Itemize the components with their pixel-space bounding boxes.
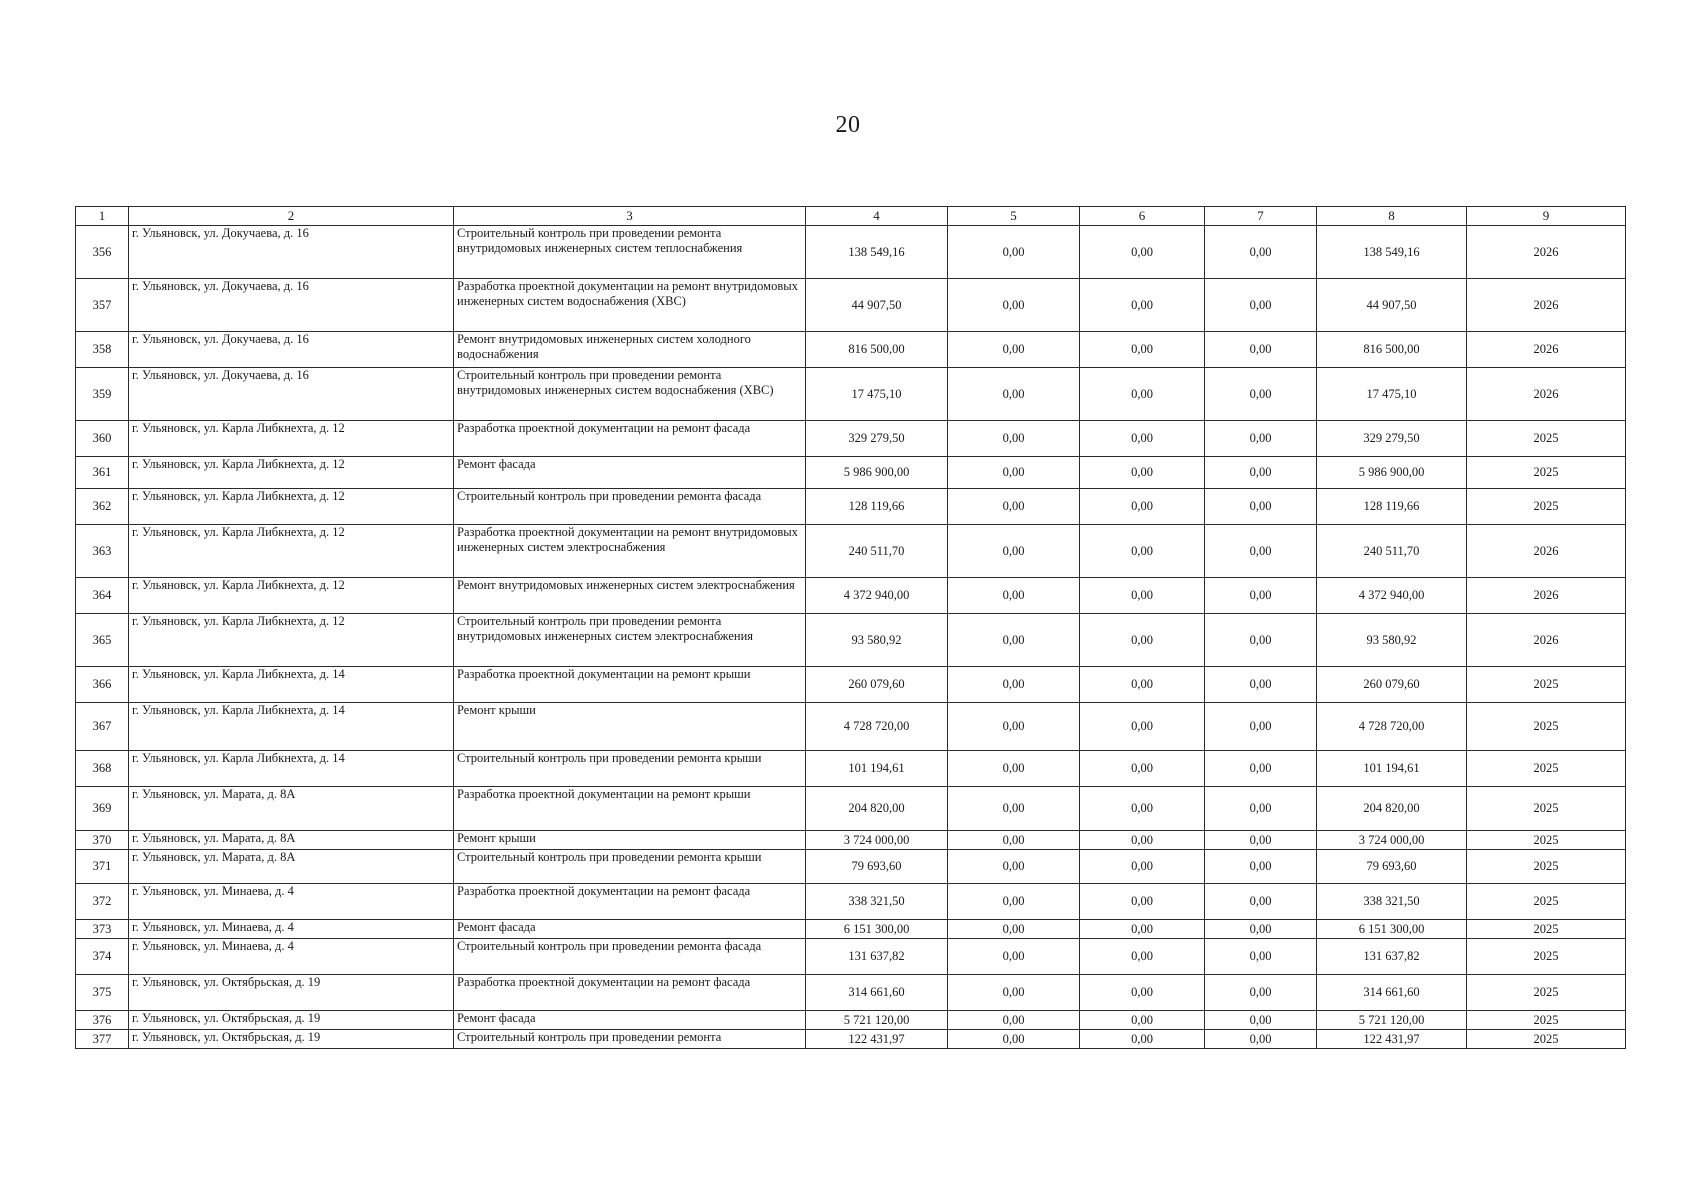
value-col-8: 44 907,50 [1317, 279, 1467, 332]
row-number: 363 [76, 525, 129, 578]
value-col-6: 0,00 [1080, 787, 1205, 831]
value-col-7: 0,00 [1205, 1011, 1317, 1030]
value-col-5: 0,00 [948, 525, 1080, 578]
value-col-6: 0,00 [1080, 751, 1205, 787]
work-type-cell: Разработка проектной документации на ремонт крыши [454, 667, 806, 703]
row-number: 364 [76, 578, 129, 614]
value-col-8: 6 151 300,00 [1317, 920, 1467, 939]
value-col-7: 0,00 [1205, 850, 1317, 884]
value-col-7: 0,00 [1205, 787, 1317, 831]
value-col-4: 240 511,70 [806, 525, 948, 578]
header-col-5: 5 [948, 207, 1080, 226]
value-col-7: 0,00 [1205, 332, 1317, 368]
value-col-4: 338 321,50 [806, 884, 948, 920]
table-row [76, 787, 1626, 831]
work-type-cell: Разработка проектной документации на ремонт крыши [454, 787, 806, 831]
value-col-5: 0,00 [948, 1030, 1080, 1049]
value-col-7: 0,00 [1205, 975, 1317, 1011]
value-col-4: 260 079,60 [806, 667, 948, 703]
row-number: 356 [76, 226, 129, 279]
year-cell: 2025 [1467, 751, 1626, 787]
year-cell: 2025 [1467, 850, 1626, 884]
row-number: 375 [76, 975, 129, 1011]
value-col-7: 0,00 [1205, 614, 1317, 667]
address-cell: г. Ульяновск, ул. Карла Либкнехта, д. 12 [129, 457, 454, 489]
value-col-8: 5 721 120,00 [1317, 1011, 1467, 1030]
address-cell: г. Ульяновск, ул. Карла Либкнехта, д. 12 [129, 614, 454, 667]
address-cell: г. Ульяновск, ул. Карла Либкнехта, д. 12 [129, 489, 454, 525]
value-col-8: 138 549,16 [1317, 226, 1467, 279]
value-col-7: 0,00 [1205, 884, 1317, 920]
value-col-7: 0,00 [1205, 939, 1317, 975]
value-col-6: 0,00 [1080, 703, 1205, 751]
value-col-5: 0,00 [948, 421, 1080, 457]
year-cell: 2026 [1467, 368, 1626, 421]
value-col-6: 0,00 [1080, 920, 1205, 939]
value-col-4: 44 907,50 [806, 279, 948, 332]
header-col-4: 4 [806, 207, 948, 226]
value-col-5: 0,00 [948, 1011, 1080, 1030]
value-col-5: 0,00 [948, 751, 1080, 787]
value-col-5: 0,00 [948, 667, 1080, 703]
year-cell: 2025 [1467, 457, 1626, 489]
year-cell: 2025 [1467, 421, 1626, 457]
row-number: 376 [76, 1011, 129, 1030]
row-number: 377 [76, 1030, 129, 1049]
work-type-cell: Разработка проектной документации на ремонт внутридомовых инженерных систем водоснабжения (ХВС) [454, 279, 806, 332]
work-type-cell: Разработка проектной документации на ремонт фасада [454, 421, 806, 457]
year-cell: 2026 [1467, 226, 1626, 279]
value-col-5: 0,00 [948, 489, 1080, 525]
value-col-6: 0,00 [1080, 1011, 1205, 1030]
value-col-8: 122 431,97 [1317, 1030, 1467, 1049]
value-col-8: 17 475,10 [1317, 368, 1467, 421]
value-col-8: 4 372 940,00 [1317, 578, 1467, 614]
work-type-cell: Разработка проектной документации на ремонт внутридомовых инженерных систем электроснабжения [454, 525, 806, 578]
value-col-6: 0,00 [1080, 1030, 1205, 1049]
value-col-4: 17 475,10 [806, 368, 948, 421]
value-col-8: 79 693,60 [1317, 850, 1467, 884]
value-col-6: 0,00 [1080, 884, 1205, 920]
value-col-5: 0,00 [948, 614, 1080, 667]
value-col-4: 93 580,92 [806, 614, 948, 667]
value-col-5: 0,00 [948, 939, 1080, 975]
works-table-container [75, 206, 1625, 1049]
value-col-8: 260 079,60 [1317, 667, 1467, 703]
work-type-cell: Ремонт фасада [454, 1011, 806, 1030]
value-col-4: 3 724 000,00 [806, 831, 948, 850]
value-col-4: 79 693,60 [806, 850, 948, 884]
row-number: 371 [76, 850, 129, 884]
table-row [76, 920, 1626, 939]
table-row [76, 368, 1626, 421]
address-cell: г. Ульяновск, ул. Карла Либкнехта, д. 12 [129, 421, 454, 457]
address-cell: г. Ульяновск, ул. Докучаева, д. 16 [129, 279, 454, 332]
value-col-7: 0,00 [1205, 421, 1317, 457]
value-col-7: 0,00 [1205, 525, 1317, 578]
year-cell: 2026 [1467, 525, 1626, 578]
table-row [76, 614, 1626, 667]
work-type-cell: Строительный контроль при проведении ремонта фасада [454, 939, 806, 975]
work-type-cell: Ремонт крыши [454, 831, 806, 850]
value-col-6: 0,00 [1080, 831, 1205, 850]
value-col-7: 0,00 [1205, 703, 1317, 751]
value-col-5: 0,00 [948, 703, 1080, 751]
value-col-5: 0,00 [948, 368, 1080, 421]
year-cell: 2026 [1467, 332, 1626, 368]
page-number: 20 [835, 112, 861, 138]
address-cell: г. Ульяновск, ул. Карла Либкнехта, д. 12 [129, 578, 454, 614]
value-col-8: 5 986 900,00 [1317, 457, 1467, 489]
value-col-5: 0,00 [948, 831, 1080, 850]
year-cell: 2025 [1467, 920, 1626, 939]
table-row [76, 1030, 1626, 1049]
address-cell: г. Ульяновск, ул. Октябрьская, д. 19 [129, 1030, 454, 1049]
value-col-5: 0,00 [948, 226, 1080, 279]
value-col-4: 138 549,16 [806, 226, 948, 279]
value-col-6: 0,00 [1080, 850, 1205, 884]
value-col-6: 0,00 [1080, 226, 1205, 279]
table-row [76, 751, 1626, 787]
row-number: 357 [76, 279, 129, 332]
row-number: 374 [76, 939, 129, 975]
value-col-7: 0,00 [1205, 578, 1317, 614]
value-col-7: 0,00 [1205, 457, 1317, 489]
header-col-3: 3 [454, 207, 806, 226]
value-col-6: 0,00 [1080, 421, 1205, 457]
table-row [76, 975, 1626, 1011]
row-number: 366 [76, 667, 129, 703]
work-type-cell: Ремонт внутридомовых инженерных систем холодного водоснабжения [454, 332, 806, 368]
year-cell: 2025 [1467, 1011, 1626, 1030]
value-col-7: 0,00 [1205, 279, 1317, 332]
value-col-5: 0,00 [948, 457, 1080, 489]
value-col-4: 5 721 120,00 [806, 1011, 948, 1030]
value-col-5: 0,00 [948, 920, 1080, 939]
work-type-cell: Разработка проектной документации на ремонт фасада [454, 884, 806, 920]
table-row [76, 226, 1626, 279]
value-col-6: 0,00 [1080, 368, 1205, 421]
address-cell: г. Ульяновск, ул. Марата, д. 8А [129, 831, 454, 850]
value-col-4: 6 151 300,00 [806, 920, 948, 939]
address-cell: г. Ульяновск, ул. Карла Либкнехта, д. 14 [129, 703, 454, 751]
work-type-cell: Строительный контроль при проведении ремонта фасада [454, 489, 806, 525]
table-row [76, 831, 1626, 850]
work-type-cell: Строительный контроль при проведении ремонта внутридомовых инженерных систем теплоснабжения [454, 226, 806, 279]
value-col-4: 816 500,00 [806, 332, 948, 368]
work-type-cell: Строительный контроль при проведении ремонта крыши [454, 850, 806, 884]
work-type-cell: Строительный контроль при проведении ремонта крыши [454, 751, 806, 787]
value-col-5: 0,00 [948, 279, 1080, 332]
value-col-4: 128 119,66 [806, 489, 948, 525]
value-col-5: 0,00 [948, 884, 1080, 920]
year-cell: 2025 [1467, 667, 1626, 703]
value-col-6: 0,00 [1080, 667, 1205, 703]
value-col-8: 329 279,50 [1317, 421, 1467, 457]
value-col-4: 204 820,00 [806, 787, 948, 831]
table-row [76, 1011, 1626, 1030]
value-col-8: 93 580,92 [1317, 614, 1467, 667]
row-number: 367 [76, 703, 129, 751]
row-number: 365 [76, 614, 129, 667]
work-type-cell: Ремонт внутридомовых инженерных систем электроснабжения [454, 578, 806, 614]
header-col-2: 2 [129, 207, 454, 226]
row-number: 373 [76, 920, 129, 939]
work-type-cell: Строительный контроль при проведении ремонта внутридомовых инженерных систем электроснабжения [454, 614, 806, 667]
value-col-8: 204 820,00 [1317, 787, 1467, 831]
value-col-8: 128 119,66 [1317, 489, 1467, 525]
value-col-8: 240 511,70 [1317, 525, 1467, 578]
year-cell: 2025 [1467, 787, 1626, 831]
value-col-4: 122 431,97 [806, 1030, 948, 1049]
year-cell: 2026 [1467, 578, 1626, 614]
value-col-7: 0,00 [1205, 667, 1317, 703]
header-col-8: 8 [1317, 207, 1467, 226]
year-cell: 2025 [1467, 831, 1626, 850]
value-col-4: 4 728 720,00 [806, 703, 948, 751]
address-cell: г. Ульяновск, ул. Минаева, д. 4 [129, 920, 454, 939]
table-row [76, 703, 1626, 751]
table-row [76, 884, 1626, 920]
address-cell: г. Ульяновск, ул. Карла Либкнехта, д. 12 [129, 525, 454, 578]
value-col-6: 0,00 [1080, 332, 1205, 368]
table-row [76, 939, 1626, 975]
address-cell: г. Ульяновск, ул. Марата, д. 8А [129, 850, 454, 884]
value-col-8: 314 661,60 [1317, 975, 1467, 1011]
address-cell: г. Ульяновск, ул. Карла Либкнехта, д. 14 [129, 667, 454, 703]
year-cell: 2025 [1467, 1030, 1626, 1049]
address-cell: г. Ульяновск, ул. Докучаева, д. 16 [129, 368, 454, 421]
value-col-5: 0,00 [948, 578, 1080, 614]
value-col-6: 0,00 [1080, 457, 1205, 489]
row-number: 360 [76, 421, 129, 457]
value-col-8: 101 194,61 [1317, 751, 1467, 787]
row-number: 368 [76, 751, 129, 787]
value-col-6: 0,00 [1080, 614, 1205, 667]
address-cell: г. Ульяновск, ул. Докучаева, д. 16 [129, 332, 454, 368]
table-row [76, 332, 1626, 368]
table-row [76, 489, 1626, 525]
value-col-7: 0,00 [1205, 831, 1317, 850]
value-col-6: 0,00 [1080, 578, 1205, 614]
value-col-7: 0,00 [1205, 920, 1317, 939]
value-col-7: 0,00 [1205, 1030, 1317, 1049]
table-row [76, 850, 1626, 884]
value-col-4: 4 372 940,00 [806, 578, 948, 614]
year-cell: 2025 [1467, 975, 1626, 1011]
work-type-cell: Ремонт фасада [454, 457, 806, 489]
value-col-7: 0,00 [1205, 751, 1317, 787]
value-col-6: 0,00 [1080, 279, 1205, 332]
value-col-7: 0,00 [1205, 489, 1317, 525]
address-cell: г. Ульяновск, ул. Докучаева, д. 16 [129, 226, 454, 279]
address-cell: г. Ульяновск, ул. Карла Либкнехта, д. 14 [129, 751, 454, 787]
value-col-7: 0,00 [1205, 226, 1317, 279]
table-row [76, 667, 1626, 703]
value-col-4: 131 637,82 [806, 939, 948, 975]
year-cell: 2025 [1467, 884, 1626, 920]
value-col-6: 0,00 [1080, 975, 1205, 1011]
value-col-8: 131 637,82 [1317, 939, 1467, 975]
row-number: 359 [76, 368, 129, 421]
work-type-cell: Строительный контроль при проведении ремонта внутридомовых инженерных систем водоснабжения (ХВС) [454, 368, 806, 421]
header-col-1: 1 [76, 207, 129, 226]
header-col-6: 6 [1080, 207, 1205, 226]
value-col-4: 314 661,60 [806, 975, 948, 1011]
value-col-5: 0,00 [948, 787, 1080, 831]
address-cell: г. Ульяновск, ул. Октябрьская, д. 19 [129, 1011, 454, 1030]
table-row [76, 421, 1626, 457]
table-row [76, 525, 1626, 578]
value-col-8: 3 724 000,00 [1317, 831, 1467, 850]
row-number: 362 [76, 489, 129, 525]
row-number: 369 [76, 787, 129, 831]
year-cell: 2025 [1467, 939, 1626, 975]
header-row [76, 207, 1626, 226]
value-col-8: 4 728 720,00 [1317, 703, 1467, 751]
row-number: 370 [76, 831, 129, 850]
table-row [76, 279, 1626, 332]
address-cell: г. Ульяновск, ул. Минаева, д. 4 [129, 884, 454, 920]
table-row [76, 578, 1626, 614]
address-cell: г. Ульяновск, ул. Октябрьская, д. 19 [129, 975, 454, 1011]
header-col-7: 7 [1205, 207, 1317, 226]
year-cell: 2025 [1467, 703, 1626, 751]
value-col-4: 5 986 900,00 [806, 457, 948, 489]
address-cell: г. Ульяновск, ул. Минаева, д. 4 [129, 939, 454, 975]
value-col-4: 329 279,50 [806, 421, 948, 457]
work-type-cell: Строительный контроль при проведении ремонта [454, 1030, 806, 1049]
value-col-5: 0,00 [948, 332, 1080, 368]
address-cell: г. Ульяновск, ул. Марата, д. 8А [129, 787, 454, 831]
year-cell: 2026 [1467, 279, 1626, 332]
value-col-7: 0,00 [1205, 368, 1317, 421]
year-cell: 2026 [1467, 614, 1626, 667]
work-type-cell: Ремонт крыши [454, 703, 806, 751]
row-number: 358 [76, 332, 129, 368]
value-col-5: 0,00 [948, 975, 1080, 1011]
value-col-4: 101 194,61 [806, 751, 948, 787]
year-cell: 2025 [1467, 489, 1626, 525]
work-type-cell: Разработка проектной документации на ремонт фасада [454, 975, 806, 1011]
value-col-6: 0,00 [1080, 939, 1205, 975]
row-number: 361 [76, 457, 129, 489]
works-table [75, 206, 1626, 1049]
work-type-cell: Ремонт фасада [454, 920, 806, 939]
value-col-8: 338 321,50 [1317, 884, 1467, 920]
value-col-8: 816 500,00 [1317, 332, 1467, 368]
value-col-6: 0,00 [1080, 525, 1205, 578]
row-number: 372 [76, 884, 129, 920]
header-col-9: 9 [1467, 207, 1626, 226]
table-row [76, 457, 1626, 489]
value-col-6: 0,00 [1080, 489, 1205, 525]
value-col-5: 0,00 [948, 850, 1080, 884]
